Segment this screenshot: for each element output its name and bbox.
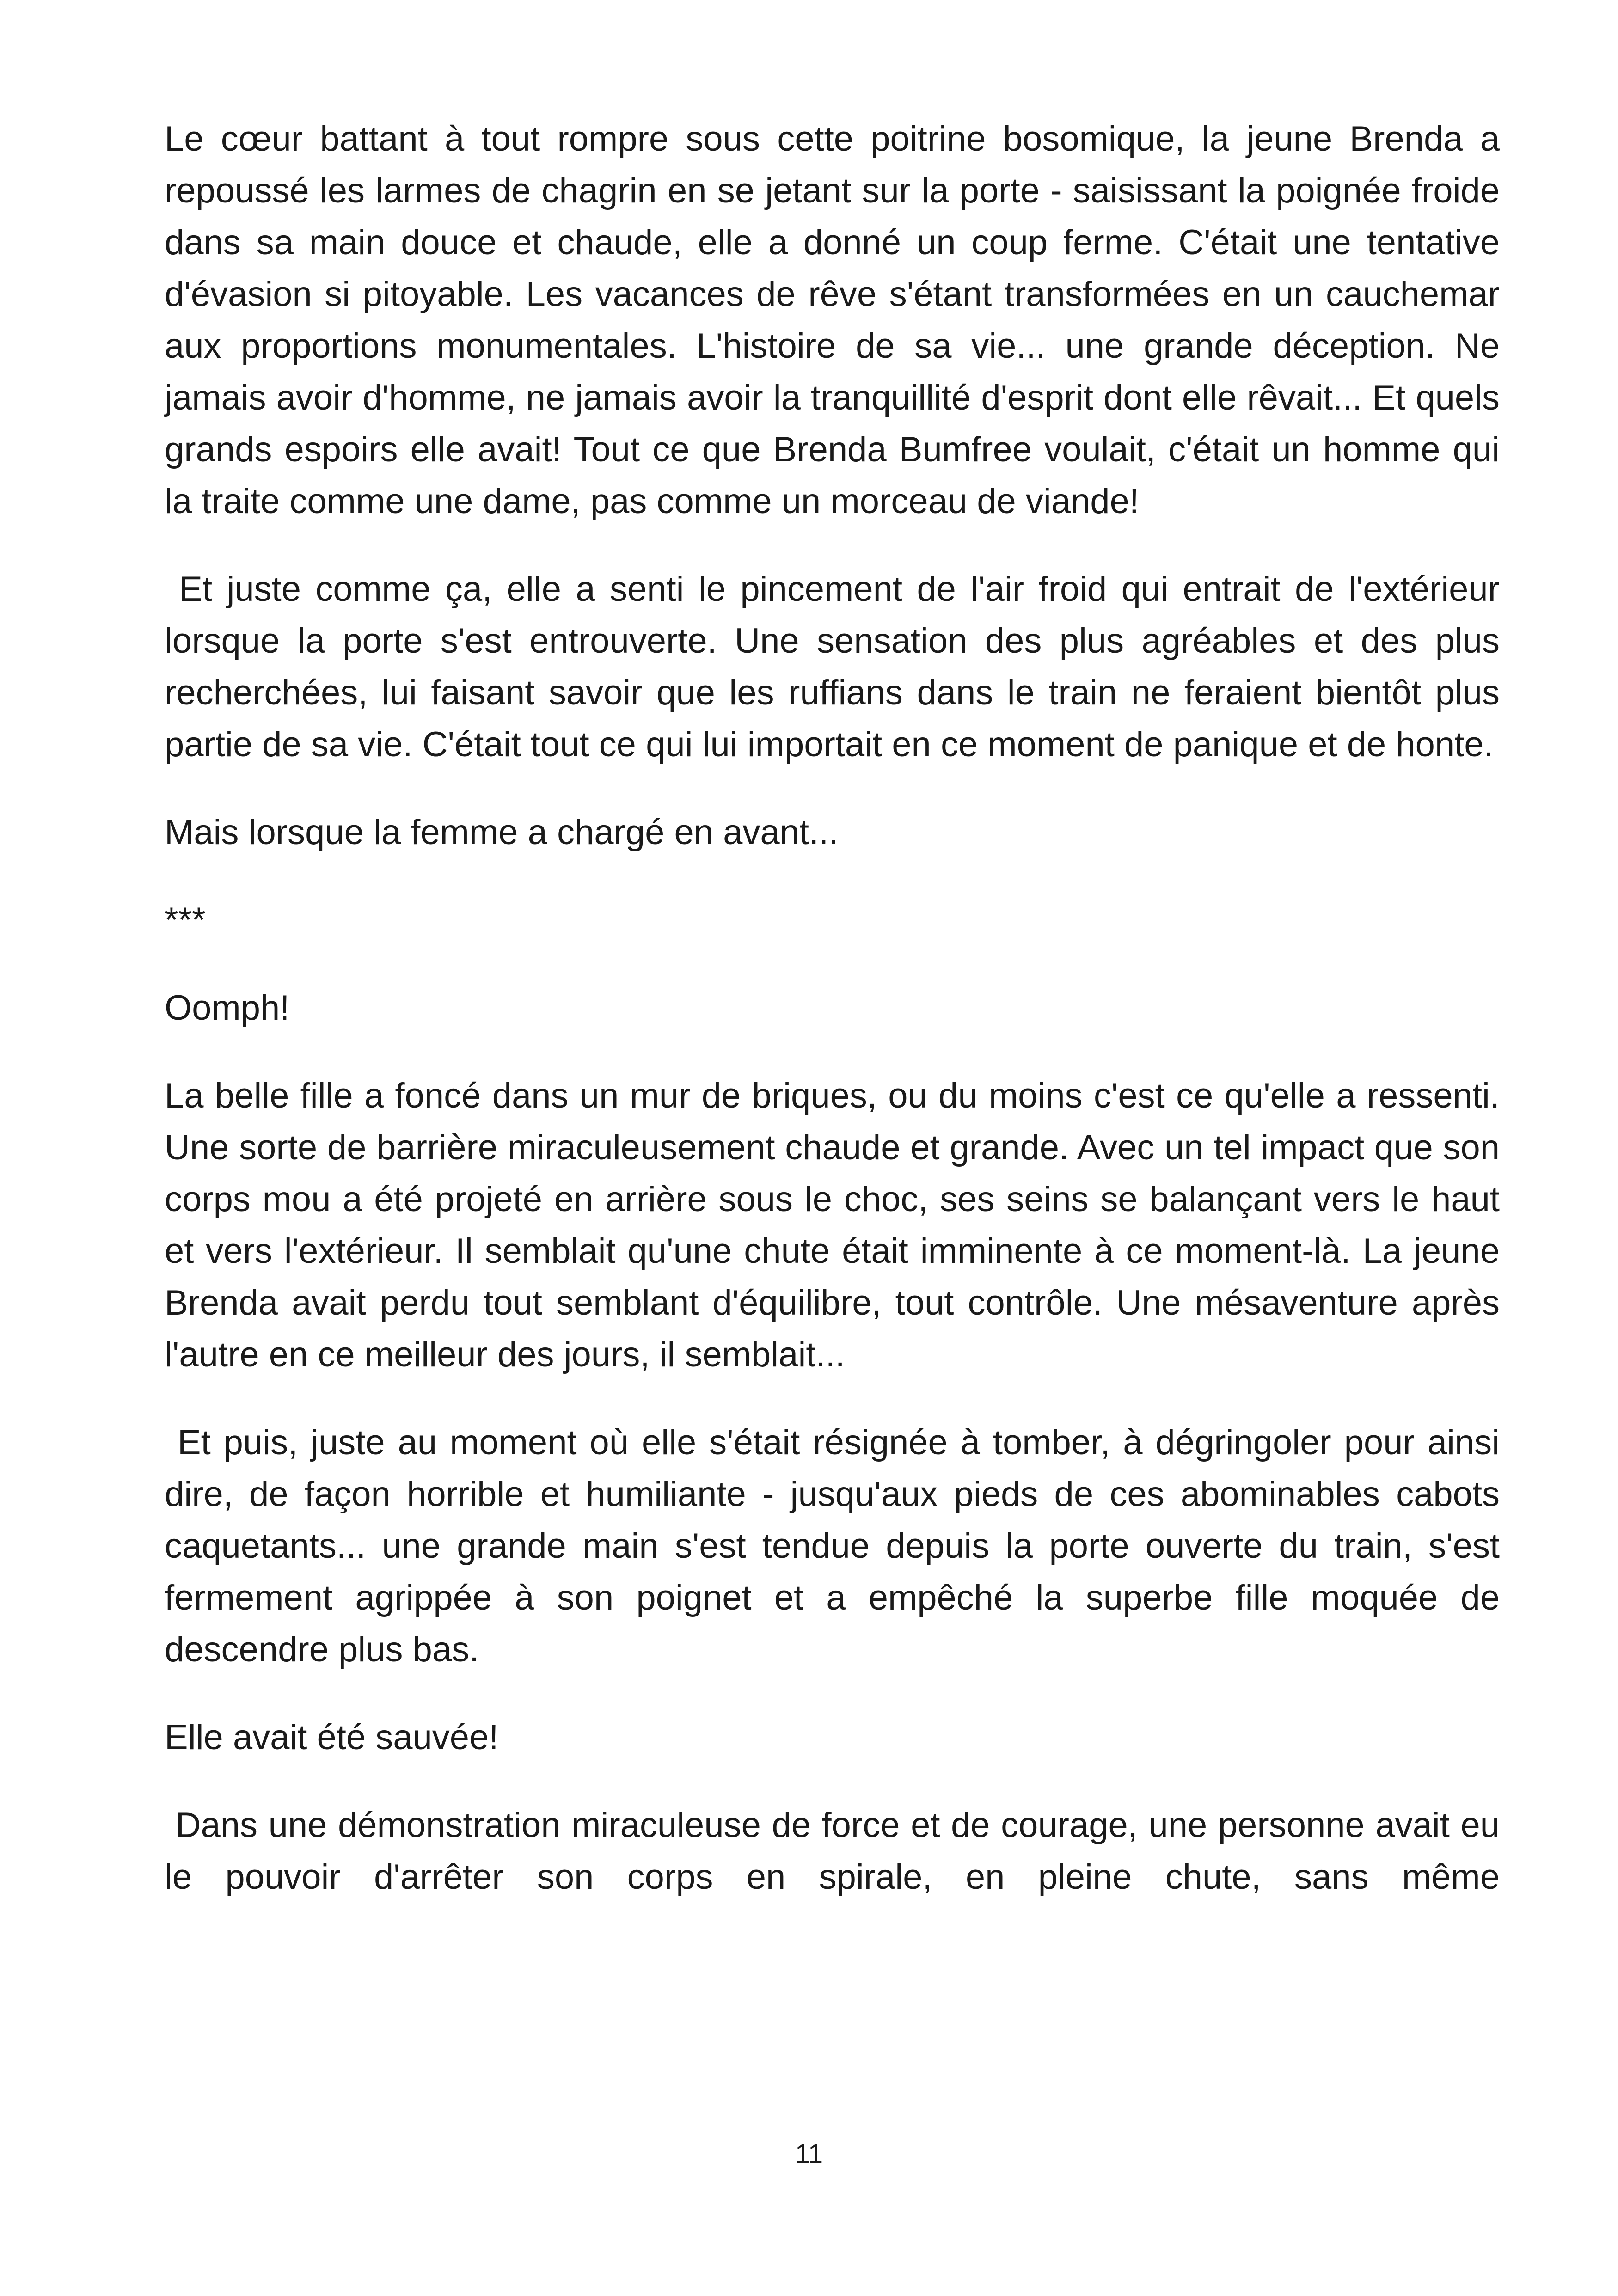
paragraph-1: Le cœur battant à tout rompre sous cette poitrine bosomique, la jeune Brenda a repoussé les larmes de chagrin en se jetant sur la porte - saisissant la poignée froide dans sa main douce et chaude, elle a donné un coup ferme. C'était une tentative d'évasion si pitoyable. Les vacances de rêve s'étant transformées en un cauchemar aux proportions monumentales. L'histoire de sa vie... une grande déception. Ne jamais avoir d'homme, ne jamais avoir la tranquillité d'esprit dont elle rêvait... Et quels grands espoirs elle avait! Tout ce que Brenda Bumfree voulait, c'était un homme qui la traite comme une dame, pas comme un morceau de viande! bbox=[165, 119, 1500, 521]
paragraph-5: La belle fille a foncé dans un mur de briques, ou du moins c'est ce qu'elle a ressenti. Une sorte de barrière miraculeusement chaude et grande. Avec un tel impact que son corps mou a été projeté en arrière sous le choc, ses seins se balançant vers le haut et vers l'extérieur. Il semblait qu'une chute était imminente à ce moment-là. La jeune Brenda avait perdu tout semblant d'équilibre, tout contrôle. Une mésaventure après l'autre en ce meilleur des jours, il semblait... bbox=[165, 1076, 1500, 1374]
scene-break: *** bbox=[165, 900, 206, 940]
paragraph-7: Elle avait été sauvée! bbox=[165, 1718, 499, 1757]
paragraph-8: Dans une démonstration miraculeuse de force et de courage, une personne avait eu le pouvoir d'arrêter son corps en spirale, en pleine chute, sans même bbox=[165, 1806, 1510, 1897]
paragraph-3: Mais lorsque la femme a chargé en avant... bbox=[165, 813, 839, 852]
paragraph-4: Oomph! bbox=[165, 988, 290, 1028]
paragraph-6: Et puis, juste au moment où elle s'était résignée à tomber, à dégringoler pour ainsi dire, de façon horrible et humiliante - jusqu'aux pieds de ces abominables cabots caquetants... une grande main s'est tendue depuis la porte ouverte du train, s'est fermement agrippée à son poignet et a empêché la superbe fille moquée de descendre plus bas. bbox=[165, 1423, 1510, 1669]
body-text bbox=[165, 113, 1510, 1939]
paragraph-2: Et juste comme ça, elle a senti le pincement de l'air froid qui entrait de l'extérieur lorsque la porte s'est entrouverte. Une sensation des plus agréables et des plus recherchées, lui faisant savoir que les ruffians dans le train ne feraient bientôt plus partie de sa vie. C'était tout ce qui lui importait en ce moment de panique et de honte. bbox=[165, 569, 1510, 764]
page-number: 11 bbox=[795, 2139, 823, 2169]
